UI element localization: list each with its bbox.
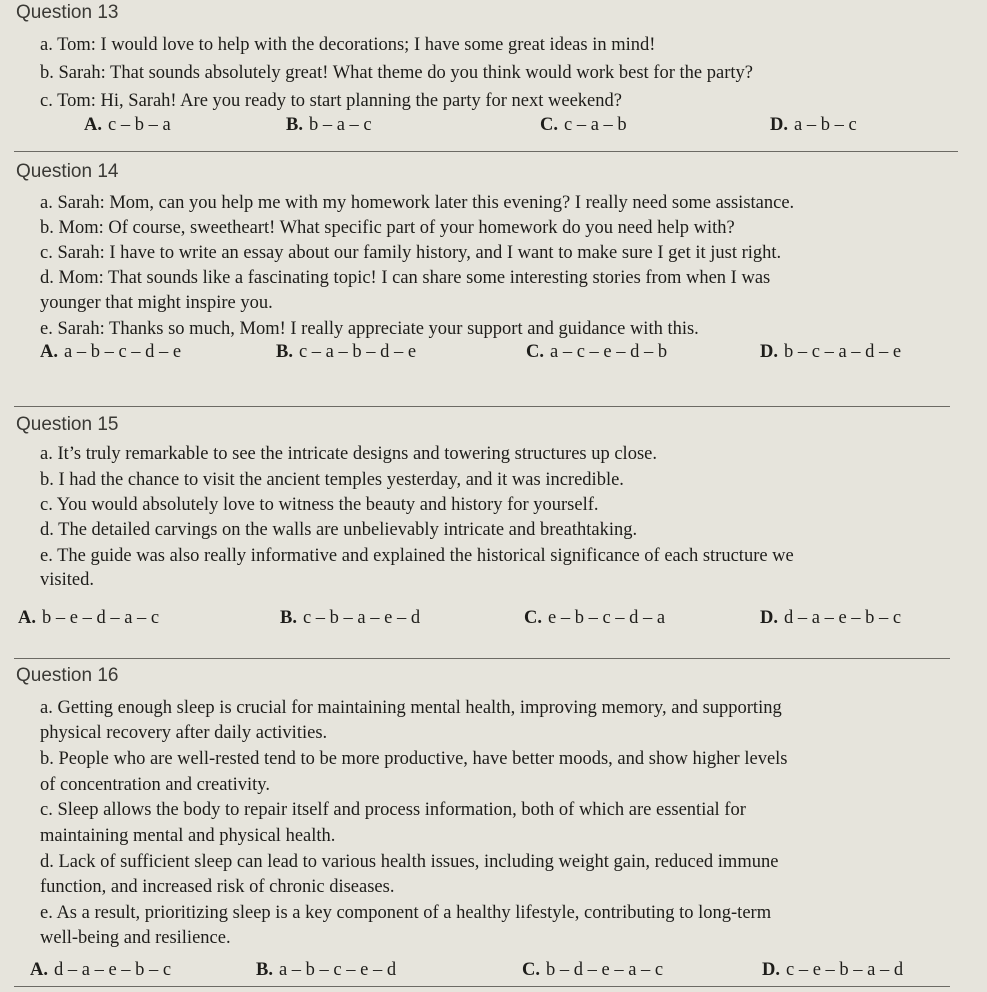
question-13-line-b: b. Sarah: That sounds absolutely great! What theme do you think would work best for the party? [40,63,753,83]
question-16-line-d: d. Lack of sufficient sleep can lead to various health issues, including weight gain, reduced immune [40,852,779,872]
question-16-title: Question 16 [16,665,119,686]
question-15-option-c[interactable]: C. e – b – c – d – a [524,608,666,628]
question-15-line-a: a. It’s truly remarkable to see the intricate designs and towering structures up close. [40,444,657,464]
question-13-line-c: c. Tom: Hi, Sarah! Are you ready to start planning the party for next weekend? [40,91,622,111]
question-16-option-c[interactable]: C. b – d – e – a – c [522,960,664,980]
question-16-line-e-cont: well-being and resilience. [40,928,231,948]
question-16-option-a[interactable]: A. d – a – e – b – c [30,960,172,980]
divider [14,151,958,152]
question-13-title: Question 13 [16,2,119,23]
question-14-line-c: c. Sarah: I have to write an essay about our family history, and I want to make sure I get it just right. [40,243,782,263]
question-16-line-c-cont: maintaining mental and physical health. [40,826,336,846]
divider [14,658,950,659]
question-14-title: Question 14 [16,161,119,182]
question-15-title: Question 15 [16,414,119,435]
question-13-option-d[interactable]: D. a – b – c [770,115,857,135]
question-14-option-a[interactable]: A. a – b – c – d – e [40,342,182,362]
question-16-line-a: a. Getting enough sleep is crucial for maintaining mental health, improving memory, and supporting [40,698,782,718]
question-13-option-a[interactable]: A. c – b – a [84,115,171,135]
question-14-line-b: b. Mom: Of course, sweetheart! What specific part of your homework do you need help with? [40,218,735,238]
question-14-line-d-cont: younger that might inspire you. [40,293,273,313]
question-16-line-b-cont: of concentration and creativity. [40,775,270,795]
question-16-option-b[interactable]: B. a – b – c – e – d [256,960,397,980]
question-14-line-e: e. Sarah: Thanks so much, Mom! I really appreciate your support and guidance with this. [40,319,699,339]
question-16-line-c: c. Sleep allows the body to repair itself and process information, both of which are essential for [40,800,746,820]
question-16-line-d-cont: function, and increased risk of chronic diseases. [40,877,395,897]
question-14-option-b[interactable]: B. c – a – b – d – e [276,342,417,362]
question-16-line-a-cont: physical recovery after daily activities. [40,723,328,743]
question-15-line-b: b. I had the chance to visit the ancient temples yesterday, and it was incredible. [40,470,624,490]
question-15-line-e: e. The guide was also really informative and explained the historical significance of each structure we [40,546,794,566]
question-15-option-d[interactable]: D. d – a – e – b – c [760,608,902,628]
question-15-option-a[interactable]: A. b – e – d – a – c [18,608,160,628]
question-13-option-b[interactable]: B. b – a – c [286,115,372,135]
question-15-option-b[interactable]: B. c – b – a – e – d [280,608,421,628]
divider [14,986,950,987]
question-14-line-a: a. Sarah: Mom, can you help me with my homework later this evening? I really need some assistance. [40,193,795,213]
question-15-line-d: d. The detailed carvings on the walls are unbelievably intricate and breathtaking. [40,520,638,540]
question-14-option-c[interactable]: C. a – c – e – d – b [526,342,668,362]
divider [14,406,950,407]
question-16-line-b: b. People who are well-rested tend to be more productive, have better moods, and show higher levels [40,749,788,769]
question-16-line-e: e. As a result, prioritizing sleep is a key component of a healthy lifestyle, contributing to long-term [40,903,772,923]
question-14-option-d[interactable]: D. b – c – a – d – e [760,342,902,362]
question-13-option-c[interactable]: C. c – a – b [540,115,627,135]
question-16-option-d[interactable]: D. c – e – b – a – d [762,960,904,980]
question-15-line-e-cont: visited. [40,570,94,590]
question-13-line-a: a. Tom: I would love to help with the decorations; I have some great ideas in mind! [40,35,656,55]
question-14-line-d: d. Mom: That sounds like a fascinating topic! I can share some interesting stories from when I was [40,268,771,288]
question-15-line-c: c. You would absolutely love to witness the beauty and history for yourself. [40,495,599,515]
